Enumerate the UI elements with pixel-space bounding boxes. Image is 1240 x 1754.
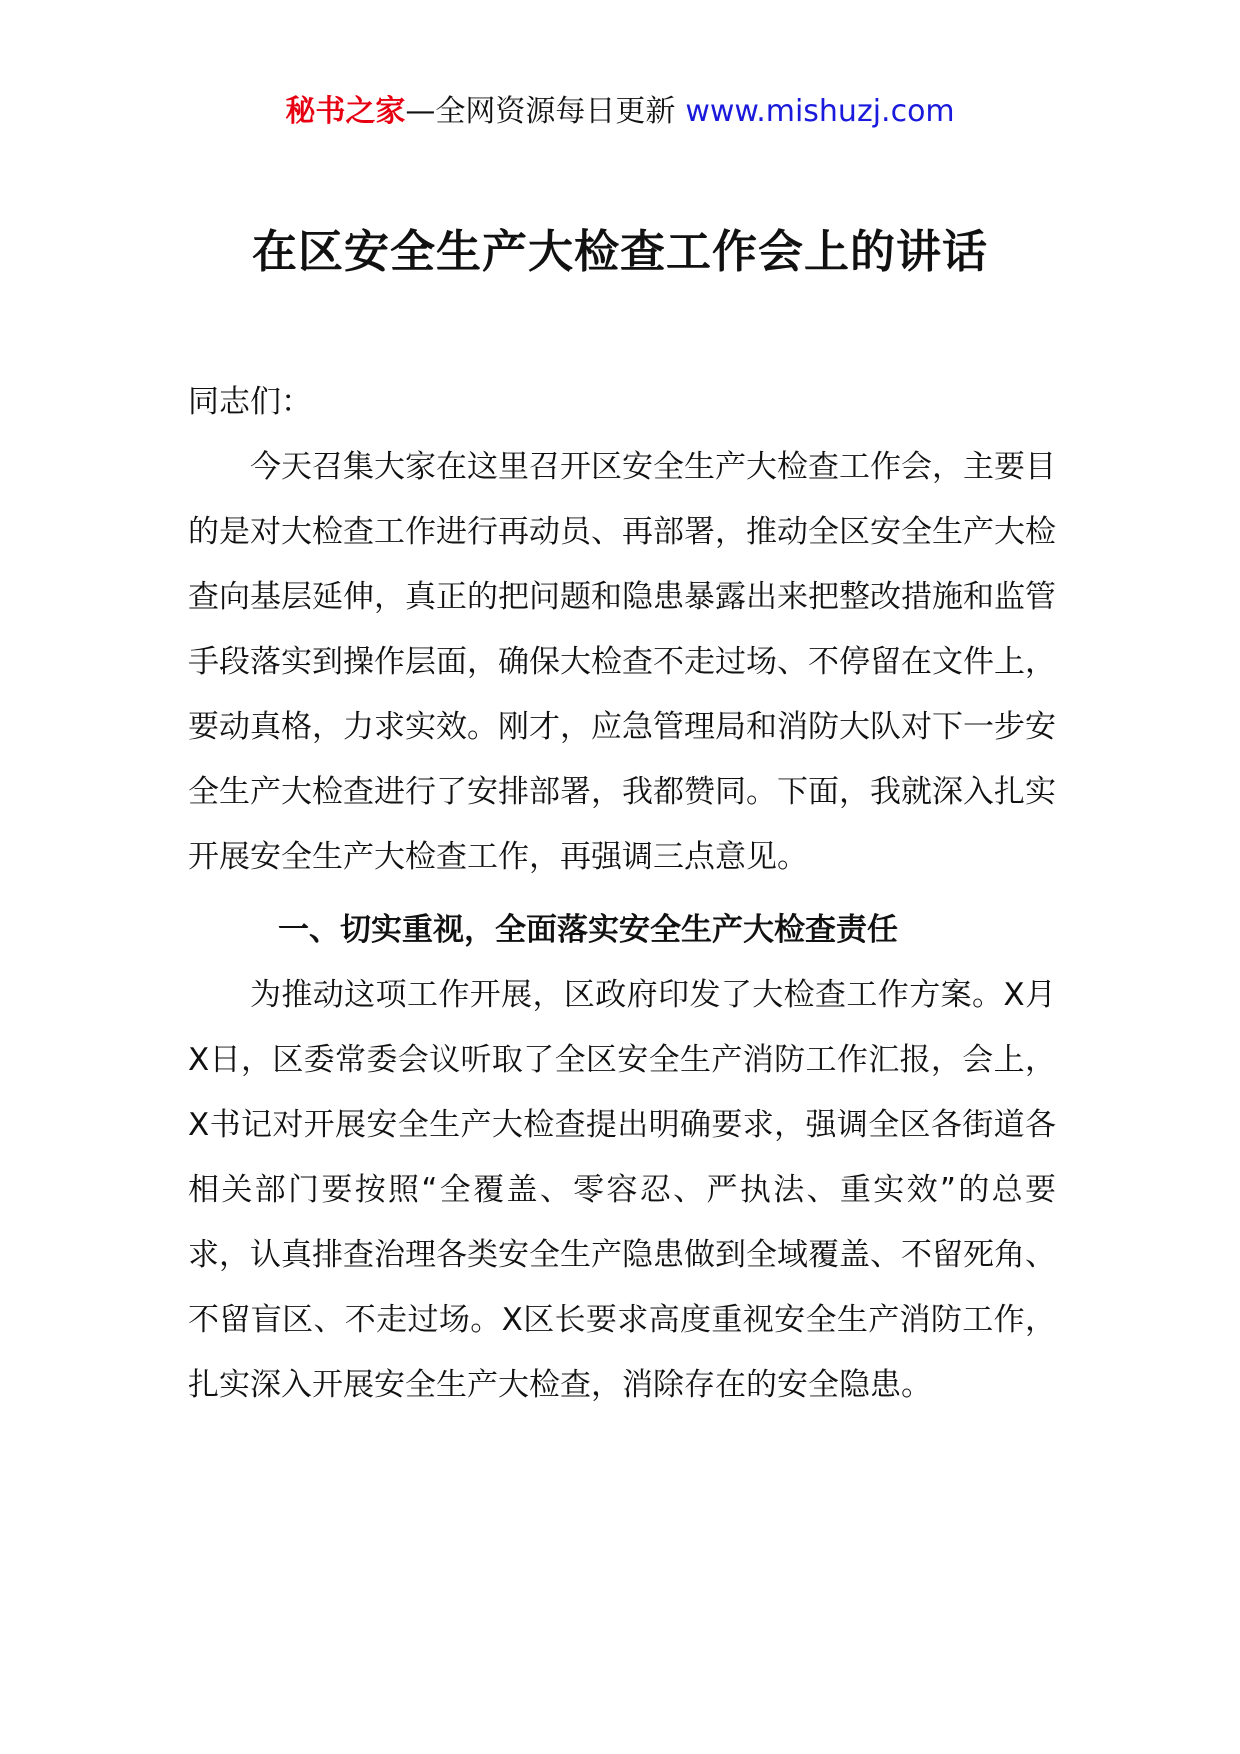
paragraph-section-1: 为推动这项工作开展，区政府印发了大检查工作方案。X月X日，区委常委会议听取了全区安全生产消防工作汇报，会上，X书记对开展安全生产大检查提出明确要求，强调全区各街道各相关部门要按照“全覆盖、零容忍、严执法、重实效”的总要求，认真排查治理各类安全生产隐患做到全域覆盖、不留死角、不留盲区、不走过场。X区长要求高度重视安全生产消防工作，扎实深入开展安全生产大检查，消除存在的安全隐患。 bbox=[188, 977, 1056, 1403]
header-tagline: —全网资源每日更新 bbox=[405, 94, 676, 129]
site-url-link[interactable]: www.mishuzj.com bbox=[685, 94, 955, 129]
site-header bbox=[0, 92, 1240, 132]
document-body bbox=[188, 370, 1056, 1418]
document-title: 在区安全生产大检查工作会上的讲话 bbox=[251, 225, 988, 278]
brand-name: 秘书之家 bbox=[285, 94, 406, 129]
paragraph-intro: 今天召集大家在这里召开区安全生产大检查工作会，主要目的是对大检查工作进行再动员、再部署，推动全区安全生产大检查向基层延伸，真正的把问题和隐患暴露出来把整改措施和监管手段落实到操作层面，确保大检查不走过场、不停留在文件上，要动真格，力求实效。刚才，应急管理局和消防大队对下一步安全生产大检查进行了安排部署，我都赞同。下面，我就深入扎实开展安全生产大检查工作，再强调三点意见。 bbox=[188, 449, 1056, 875]
section-heading-1: 一、切实重视，全面落实安全生产大检查责任 bbox=[278, 912, 898, 948]
salutation: 同志们： bbox=[188, 384, 312, 420]
